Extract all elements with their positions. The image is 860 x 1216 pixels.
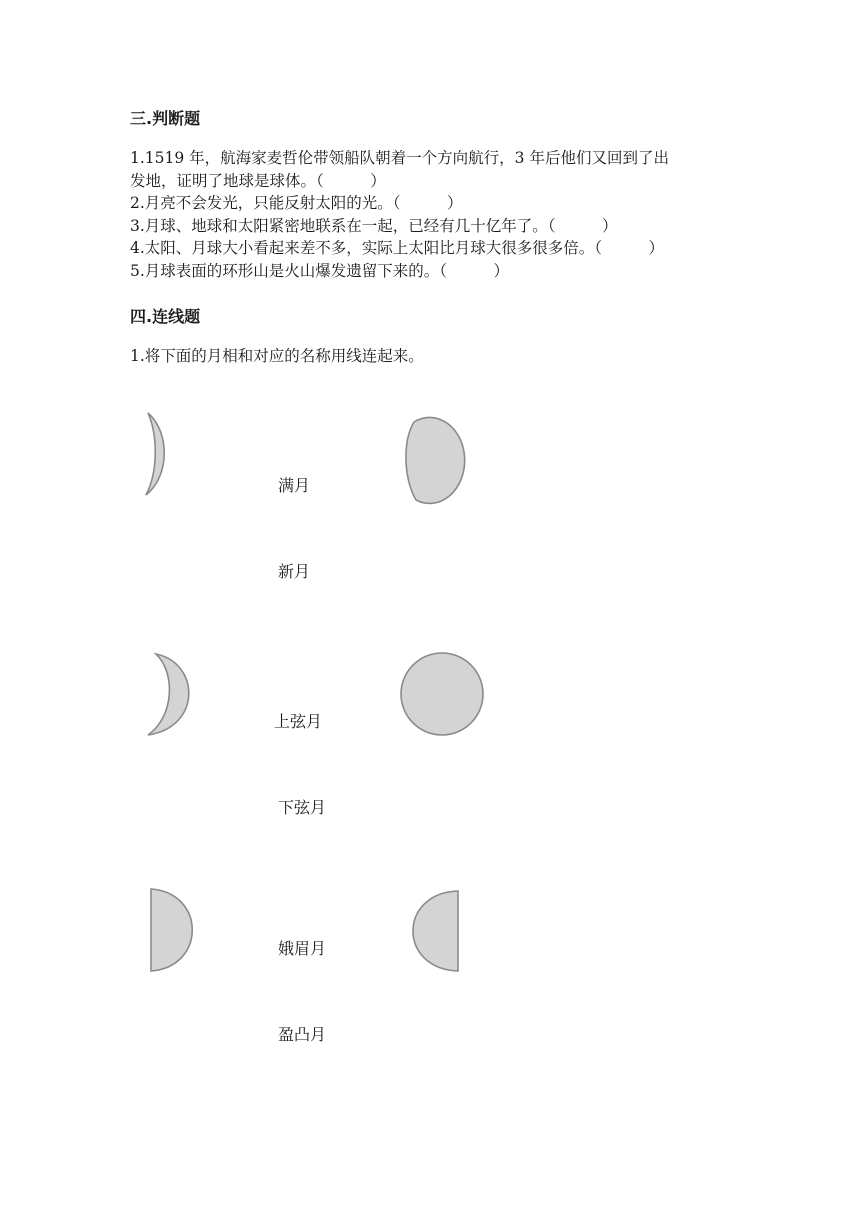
crescent-moon-icon	[144, 651, 196, 739]
section-3-title: 三.判断题	[130, 109, 201, 128]
question-4: 4.太阳、月球大小看起来差不多，实际上太阳比月球大很多很多倍。（ ）	[130, 239, 665, 257]
label-new-moon: 新月	[278, 562, 311, 581]
question-1-line-1: 1.1519 年，航海家麦哲伦带领船队朝着一个方向航行，3 年后他们又回到了出	[130, 149, 669, 167]
thin-crescent-icon	[140, 410, 170, 498]
question-3: 3.月球、地球和太阳紧密地联系在一起，已经有几十亿年了。（ ）	[130, 217, 618, 235]
question-5: 5.月球表面的环形山是火山爆发遗留下来的。（ ）	[130, 262, 510, 280]
label-first-quarter: 上弦月	[274, 712, 323, 731]
label-crescent: 娥眉月	[278, 939, 327, 958]
label-last-quarter: 下弦月	[278, 798, 327, 817]
last-quarter-icon	[408, 889, 460, 973]
first-quarter-icon	[148, 887, 194, 973]
matching-prompt: 1.将下面的月相和对应的名称用线连起来。	[130, 347, 424, 365]
section-4-title: 四.连线题	[130, 307, 201, 326]
question-1-line-2: 发地，证明了地球是球体。（ ）	[130, 172, 386, 190]
label-full-moon: 满月	[278, 476, 311, 495]
gibbous-moon-icon	[402, 414, 474, 504]
label-gibbous: 盈凸月	[278, 1025, 327, 1044]
question-2: 2.月亮不会发光，只能反射太阳的光。（ ）	[130, 194, 463, 212]
full-moon-icon	[399, 651, 485, 737]
